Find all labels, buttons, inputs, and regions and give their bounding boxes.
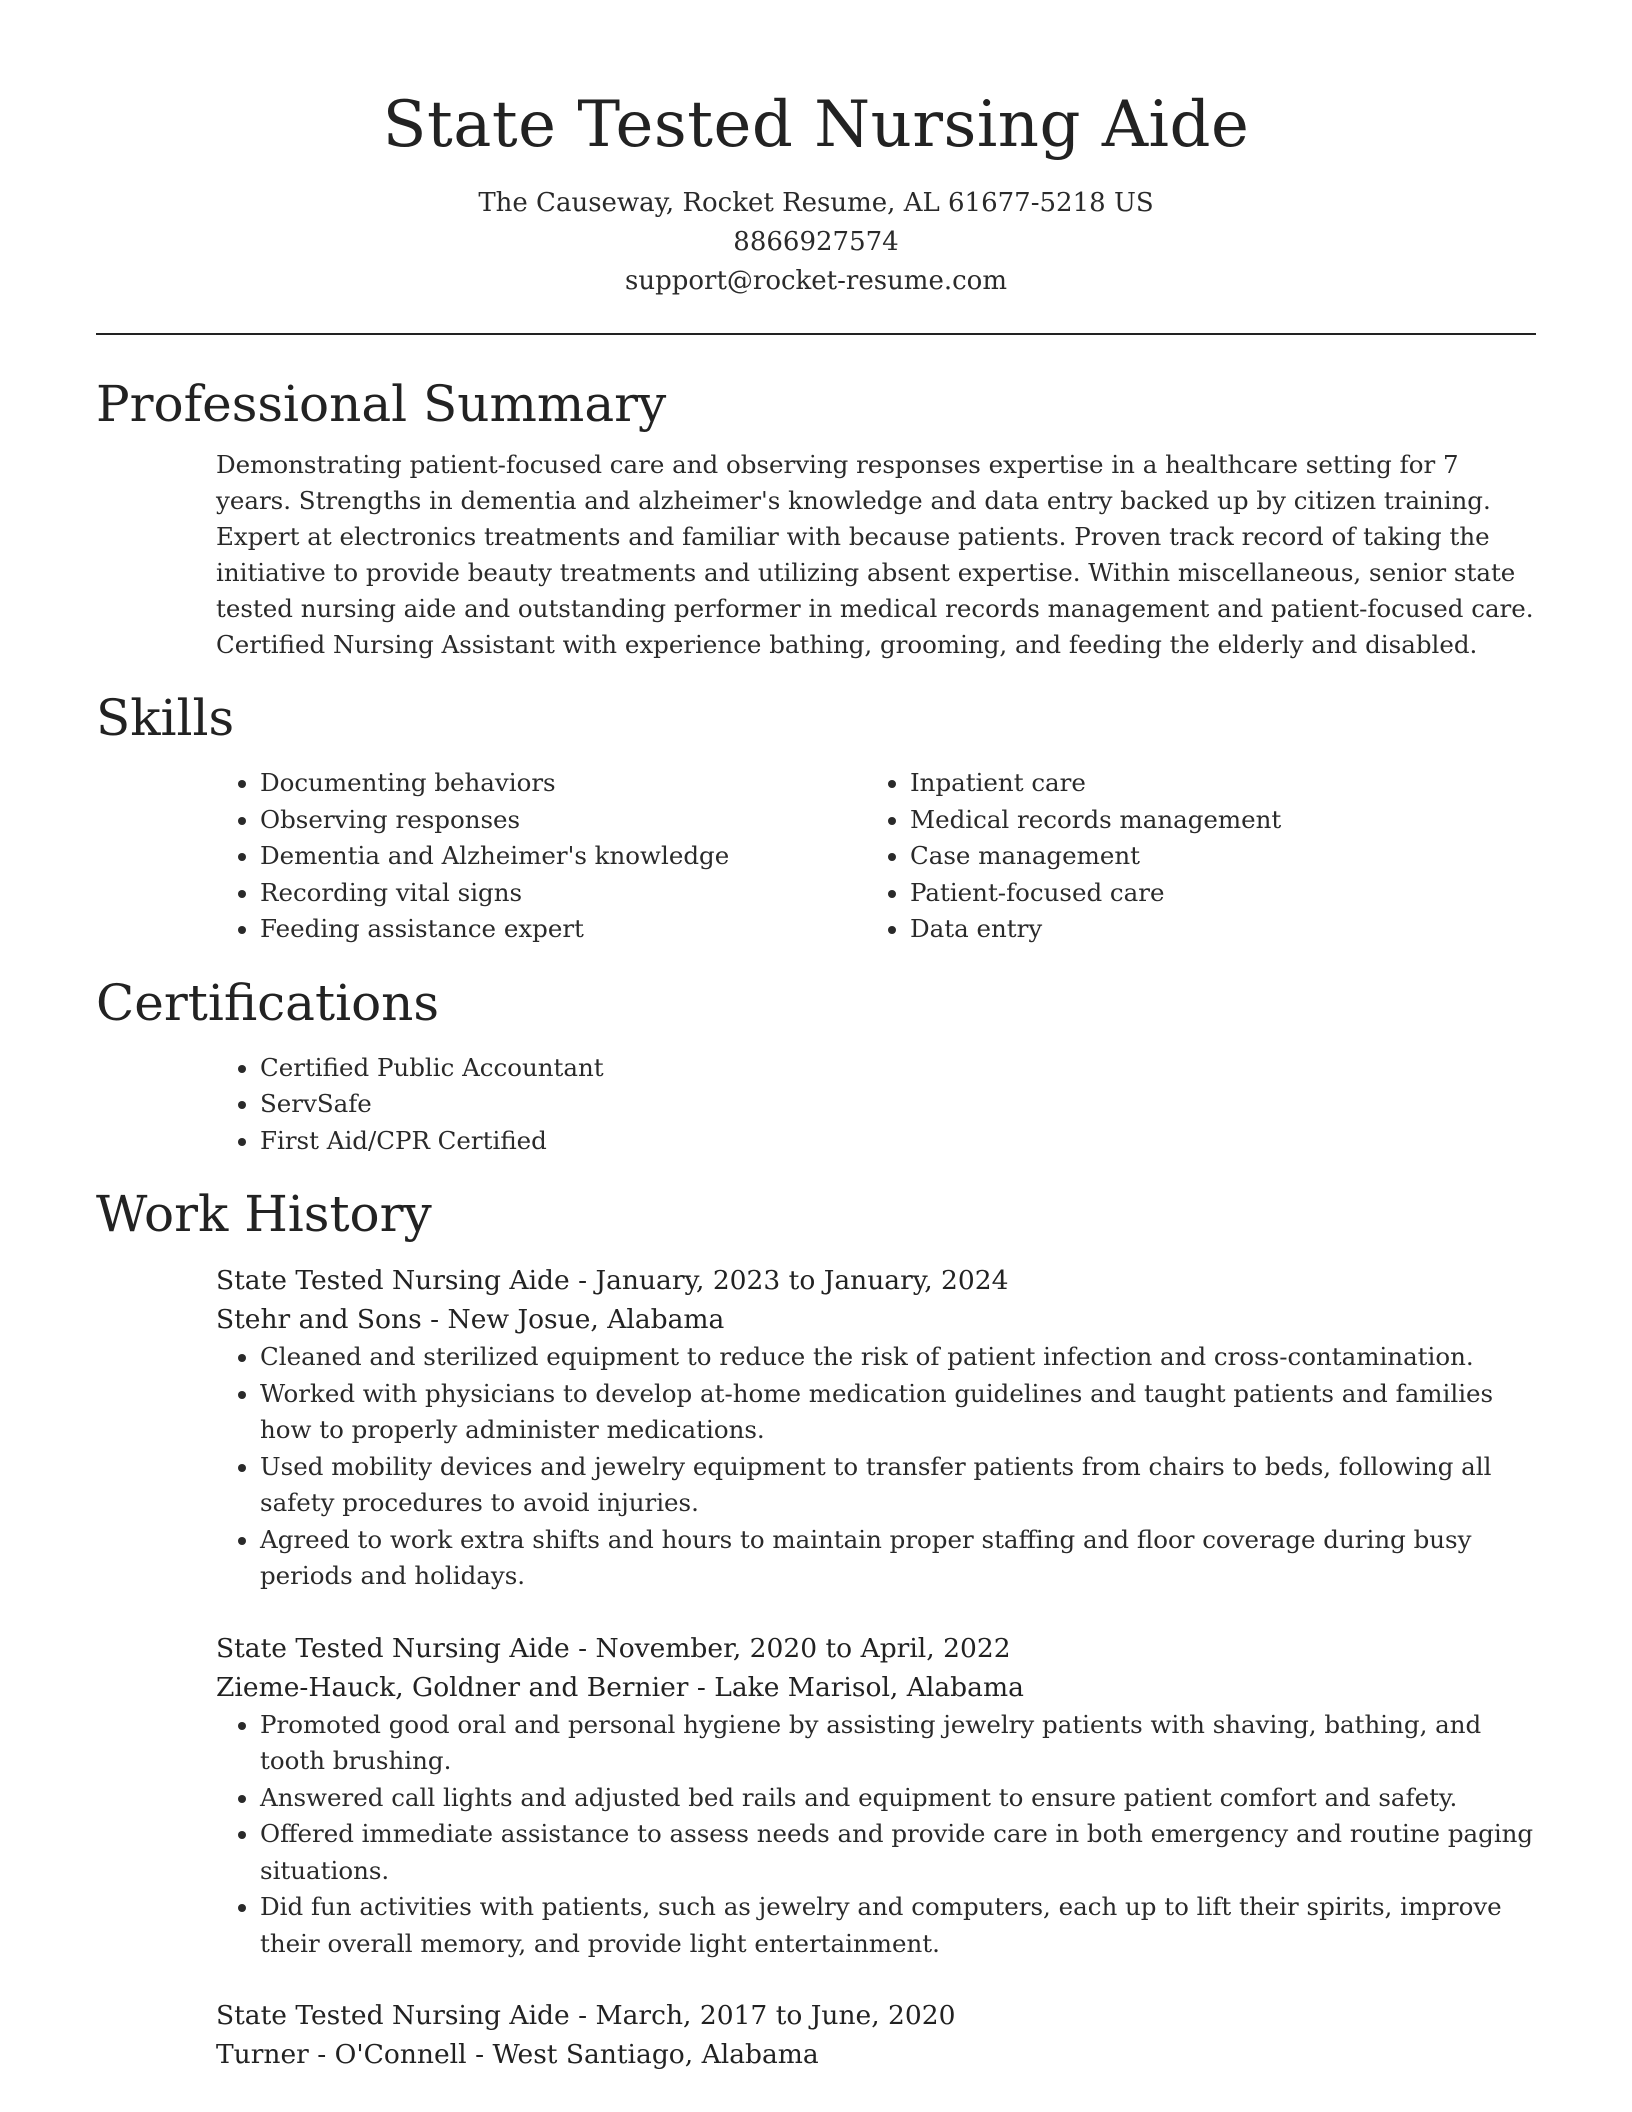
job-duty: • Offered immediate assistance to assess needs and provide care in both emergency and routine paging situations.	[260, 1816, 1536, 1889]
work-history-heading: Work History	[96, 1185, 432, 1243]
skill-item: • Medical records management	[910, 802, 1516, 839]
job-location: Lake Marisol, Alabama	[714, 1671, 1024, 1703]
job-entry	[216, 1996, 1536, 2074]
job-duty: • Cleaned and sterilized equipment to reduce the risk of patient infection and cross-contamination.	[260, 1339, 1536, 1376]
phone-number: 8866927574	[733, 227, 899, 257]
skill-item: • Patient-focused care	[910, 875, 1516, 912]
candidate-name: State Tested Nursing Aide	[382, 88, 1250, 162]
skill-item: • Case management	[910, 838, 1516, 875]
job-duty: • Promoted good oral and personal hygiene by assisting jewelry patients with shaving, bathing, and tooth brushing.	[260, 1707, 1536, 1780]
job-dates: November, 2020 to April, 2022	[595, 1632, 1011, 1664]
job-company-line: Stehr and Sons - New Josue, Alabama	[216, 1304, 725, 1335]
job-duty: • Worked with physicians to develop at-home medication guidelines and taught patients and families how to properly administer medications.	[260, 1376, 1536, 1449]
job-entry	[216, 1629, 1536, 1963]
certification-item: • First Aid/CPR Certified	[260, 1123, 1536, 1160]
job-location: West Santiago, Alabama	[492, 2039, 819, 2070]
job-duty: • Agreed to work extra shifts and hours to maintain proper staffing and floor coverage during busy periods and holidays.	[260, 1522, 1536, 1595]
skills-list-left	[216, 765, 866, 948]
skill-item: • Data entry	[910, 911, 1516, 948]
summary-heading: Professional Summary	[96, 375, 667, 433]
certifications-list	[216, 1050, 1536, 1160]
job-entry	[216, 1261, 1536, 1595]
skills-section	[96, 687, 1536, 948]
certifications-block	[216, 1050, 1536, 1160]
skills-columns	[216, 765, 1536, 948]
job-title-line: State Tested Nursing Aide - November, 2020 to April, 2022	[216, 1632, 1011, 1664]
skills-heading: Skills	[96, 689, 235, 747]
contact-info	[96, 184, 1536, 301]
work-history-section	[96, 1183, 1536, 2074]
summary-text: Demonstrating patient-focused care and observing responses expertise in a healthcare setting for 7 years. Strengths in dementia and alzheimer's knowledge and data entry backed up by citizen training. Expert at electronics treatments and familiar with because patients. Proven track record of taking the initiative to provide beauty treatments and utilizing absent expertise. Within miscellaneous, senior state tested nursing aide and outstanding performer in medical records management and patient-focused care. Certified Nursing Assistant with experience bathing, grooming, and feeding the elderly and disabled.	[216, 450, 1534, 659]
skill-item: • Feeding assistance expert	[260, 911, 866, 948]
job-dates: March, 2017 to June, 2020	[595, 2000, 956, 2031]
job-title: State Tested Nursing Aide	[216, 1265, 570, 1296]
address: The Causeway, Rocket Resume, AL 61677-5218 US	[478, 188, 1154, 218]
certification-item: • ServSafe	[260, 1086, 1536, 1123]
job-duties-list	[216, 1339, 1536, 1595]
resume-header	[96, 0, 1536, 301]
job-duty: • Answered call lights and adjusted bed rails and equipment to ensure patient comfort and safety.	[260, 1780, 1536, 1817]
header-divider	[96, 333, 1536, 335]
certifications-heading: Certifications	[96, 973, 440, 1032]
certifications-section	[96, 972, 1536, 1160]
skill-item: • Inpatient care	[910, 765, 1516, 802]
job-company: Stehr and Sons	[216, 1304, 422, 1335]
job-company: Turner - O'Connell	[216, 2039, 467, 2070]
job-title-line: State Tested Nursing Aide - March, 2017 to June, 2020	[216, 2000, 956, 2031]
job-company-line: Zieme-Hauck, Goldner and Bernier - Lake Marisol, Alabama	[216, 1671, 1024, 1703]
certification-item: • Certified Public Accountant	[260, 1050, 1536, 1087]
job-title: State Tested Nursing Aide	[216, 1632, 570, 1664]
job-duties-list	[216, 1707, 1536, 1963]
skill-item: • Observing responses	[260, 802, 866, 839]
resume-page	[96, 0, 1536, 2074]
job-location: New Josue, Alabama	[447, 1304, 725, 1335]
skills-list-right	[866, 765, 1516, 948]
skill-item: • Documenting behaviors	[260, 765, 866, 802]
job-dates: January, 2023 to January, 2024	[595, 1265, 1009, 1296]
summary-section	[96, 373, 1536, 663]
job-title-line: State Tested Nursing Aide - January, 2023 to January, 2024	[216, 1265, 1009, 1296]
skill-item: • Recording vital signs	[260, 875, 866, 912]
job-duty: • Used mobility devices and jewelry equipment to transfer patients from chairs to beds, following all safety procedures to avoid injuries.	[260, 1449, 1536, 1522]
job-title: State Tested Nursing Aide	[216, 2000, 570, 2031]
job-company: Zieme-Hauck, Goldner and Bernier	[216, 1671, 689, 1703]
email-address: support@rocket-resume.com	[624, 266, 1007, 296]
job-duty: • Did fun activities with patients, such as jewelry and computers, each up to lift their spirits, improve their overall memory, and provide light entertainment.	[260, 1889, 1536, 1962]
job-company-line: Turner - O'Connell - West Santiago, Alabama	[216, 2039, 819, 2070]
skill-item: • Dementia and Alzheimer's knowledge	[260, 838, 866, 875]
